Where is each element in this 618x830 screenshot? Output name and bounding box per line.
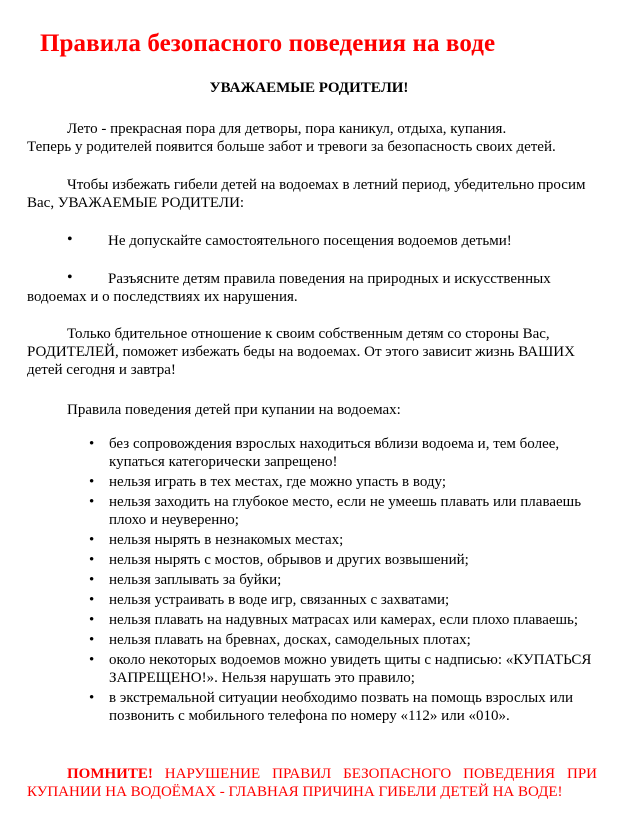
rule-text: нельзя плавать на надувных матрасах или камерах, если плохо плаваешь; [109,612,579,628]
bullet-icon: • [89,652,95,668]
rule-text: нельзя устраивать в воде игр, связанных с захватами; [109,592,450,608]
warning-lead: ПОМНИТЕ! [67,766,153,782]
bullet-icon: • [89,552,95,568]
rule-text: без сопровождения взрослых находиться вблизи водоема и, тем более, купаться категорически запрещено! [109,436,560,470]
bullet-icon: • [67,231,73,248]
rule-text: нельзя заплывать за буйки; [109,572,282,588]
rule-text: в экстремальной ситуации необходимо позвать на помощь взрослых или позвонить с мобильного телефона по номеру «112» или «010». [109,690,573,724]
rules-list [27,435,593,727]
warning-paragraph [27,765,597,801]
rule-item [27,473,593,491]
request-text: Не допускайте самостоятельного посещения водоемов детьми! [108,233,512,249]
warning-text: НАРУШЕНИЕ ПРАВИЛ БЕЗОПАСНОГО ПОВЕДЕНИЯ ПРИ КУПАНИИ НА ВОДОЁМАХ - ГЛАВНАЯ ПРИЧИНА ГИБЕЛИ ДЕТЕЙ НА ВОДЕ! [27,766,597,800]
rule-text: нельзя заходить на глубокое место, если не умеешь плавать или плаваешь плохо и неуверенно; [109,494,582,528]
vigilance-paragraph: Только бдительное отношение к своим собственным детям со стороны Вас, РОДИТЕЛЕЙ, поможет избежать беды на водоемах. От этого зависит жизнь ВАШИХ детей сегодня и завтра! [27,326,575,378]
rule-item [27,631,593,649]
rule-text: около некоторых водоемов можно увидеть щиты с надписью: «КУПАТЬСЯ ЗАПРЕЩЕНО!». Нельзя нарушать это правило; [109,652,592,686]
bullet-icon: • [89,474,95,490]
bullet-icon: • [89,572,95,588]
bullet-icon: • [89,690,95,706]
intro-paragraph-2: Теперь у родителей появится больше забот и тревоги за безопасность своих детей. [27,139,556,155]
bullet-icon: • [89,612,95,628]
bullet-icon: • [89,592,95,608]
bullet-icon: • [89,632,95,648]
rule-item [27,611,593,629]
intro-paragraph-1: Лето - прекрасная пора для детворы, пора каникул, отдыха, купания. [67,121,507,137]
bullet-icon: • [67,269,73,286]
page-title: Правила безопасного поведения на воде [40,30,496,57]
parents-heading: УВАЖАЕМЫЕ РОДИТЕЛИ! [209,80,409,96]
rule-item [27,531,593,549]
rule-item [27,493,593,529]
intro-paragraph-3: Чтобы избежать гибели детей на водоемах в летний период, убедительно просим Вас, УВАЖАЕМЫЕ РОДИТЕЛИ: [27,177,586,211]
rules-heading: Правила поведения детей при купании на водоемах: [67,402,401,418]
rule-text: нельзя играть в тех местах, где можно упасть в воду; [109,474,447,490]
request-text: Разъясните детям правила поведения на природных и искусственных водоемах и о последствиях их нарушения. [27,271,551,305]
rule-text: нельзя плавать на бревнах, досках, самодельных плотах; [109,632,471,648]
rule-item [27,689,593,725]
bullet-icon: • [89,532,95,548]
rule-item [27,551,593,569]
rule-item [27,651,593,687]
rule-text: нельзя нырять с мостов, обрывов и других возвышений; [109,552,469,568]
bullet-icon: • [89,436,95,452]
rule-item [27,591,593,609]
request-item [27,232,593,250]
rule-item [27,435,593,471]
rule-item [27,571,593,589]
bullet-icon: • [89,494,95,510]
request-item [27,270,593,306]
rule-text: нельзя нырять в незнакомых местах; [109,532,344,548]
